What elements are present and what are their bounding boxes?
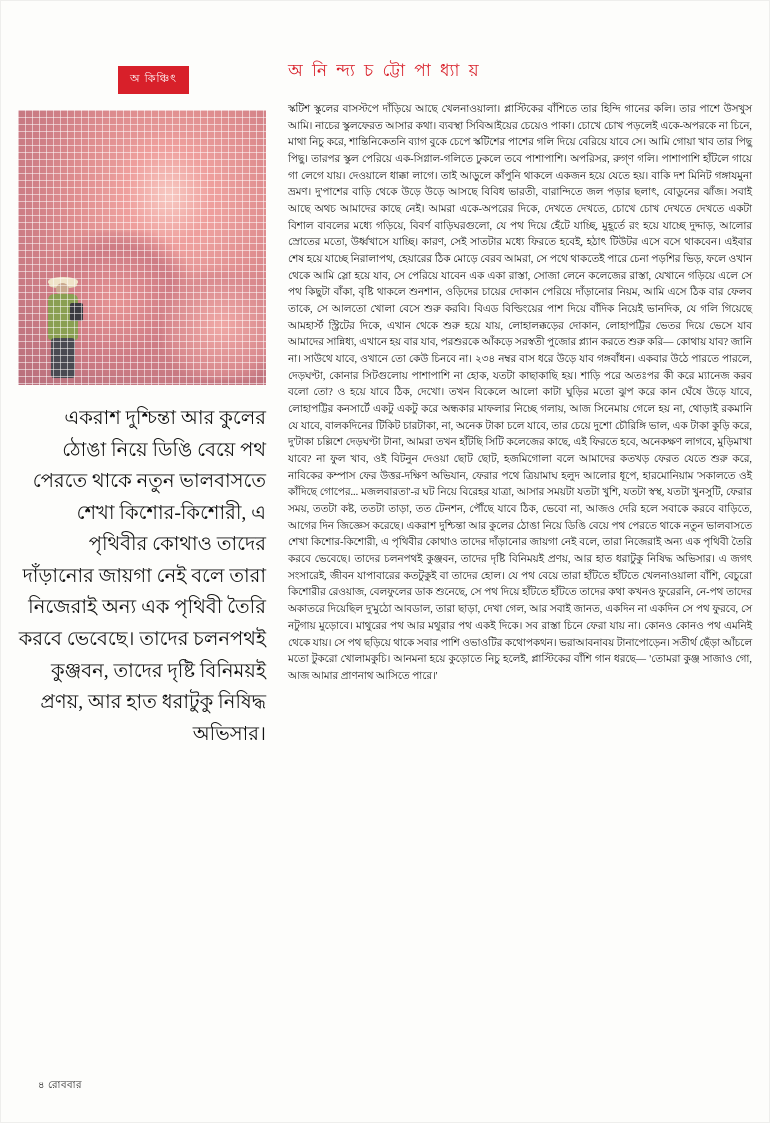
article-photo (18, 110, 266, 385)
page-footer: ৪ রোববার (38, 1080, 82, 1091)
left-column (18, 66, 266, 750)
mosaic-tile-grid-overlay (18, 110, 266, 385)
author-byline: অ নি ন্দ্য চ ট্টো পা ধ্যা য় (288, 61, 482, 80)
section-badge: অ কিঞ্চিৎ (118, 66, 189, 94)
article-body (288, 102, 752, 686)
right-column (288, 58, 752, 686)
article-paragraph: স্কটিশ স্কুলের বাসস্টপে দাঁড়িয়ে আছে খেলনাওয়ালা। প্লাস্টিকের বাঁশিতে তার হিন্দি গানের কলি। তার পাশে উসখুস আমি। নাচের স্কুলফেরত আসার কথা। ব্যবস্থা সিবিআইয়ের চেয়েও পাকা। চোখে চোখ পড়লেই একে-অপরকে না চিনে, মাথা নিচু করে, শান্তিনিকেতনি ব্যাগ বুকে চেপে স্কটিশের পাশের গলি দিয়ে বেরিয়ে যাবে সে। আমি গোয়া খাব তার পিছু পিছু। তারপর স্কুল পেরিয়ে এক-সিগ্নাল-গলিতে ঢুকলে তবে পাশাপাশি। অপরিসর, রুগ্ণ গলি। পাশাপাশি হাঁটলে গায়ে গা লেগে যায়। দেওয়ালে ধাক্কা লাগে। তাই আড়ুলে কাঁপুনি থাকলে একজন হয়ে যেতে হয়। বাকি দশ মিনিট গঙ্গাযমুনা ভ্রমণ। দু'পাশের বাড়ি থেকে উড়ে উড়ে আসছে বিবিধ ভারতী, বারান্দিতে জল পড়ার ছলাৎ, বোডুনের ঝাঁজ। সবাই আছে অথচ আমাদের কাছে নেই। আমরা একে-অপরের দিকে, দেখতে দেখতে, চোখে চোখ দেখতে দেখতে একটা বিশাল বাবলের মধ্যে গড়িয়ে, বিবর্ণ বাড়িঘরগুলো, যে পথ দিয়ে হেঁটে যাচ্ছি, মুহূর্তে রং হয়ে যাচ্ছে দুদ্দাড়, আলোর স্রোতের মতো, উর্ধ্বখাসে যাচ্ছি। কারণ, সেই সাতটার মধ্যে ফিরতে হবেই, হঠাৎ টিউটর এসে বসে থাকবেন। এইবার শেষ হয়ে যাচ্ছে নিরালাপথ, হেয়ারের ঠিক মোড়ে বেরব আমরা, সে পথে থাকতেই পারে চেনা পড়শির ভিড়, ফলে ওখান থেকে আমি স্লো হয়ে যাব, সে পেরিয়ে যাবেন এক একা রাস্তা, সোজা লেনে কলেজের রাস্তা, যেখানে গড়িয়ে এলে সে পথ কিছুটা বাঁকা, বৃষ্টি থাকলে শুনশান, ওড়িদের চায়ের দোকান পেরিয়ে দাঁড়ানোর নিয়ম, আমি এসে ঠিক বার ফেলব তাকে, সে আলতো খোলা বেসে শুরু করবি। বিএড বিল্ডিংয়ের পাশ দিয়ে বাঁদিক নিয়েই ভানদিক, যে গলি গিয়েছে আমহার্স্ট স্ট্রিটের দিকে, এখান থেকে শুরু হয়ে যায়, লোহালক্কড়ের দোকান, লোহাপট্টির ভেতর দিয়ে ভেসে যাব আমাদের সান্নিধ্য, এখানে হয় বার যাব, পরশুরকে আঁকড়ে সরস্বতী পুজোর প্ল্যান করতে শুরু করি— কোথায় যাব? জানি না। সাউথে যাবে, ওখানে তো কেউ চিনবে না। ২৩৪ নম্বর বাস ধরে উড়ে যাব গঙ্গবাঁধন। একবার উঠে পারতে পারলে, দেড়ঘণ্টা, কোনার সিটগুলোয় পাশাপাশি না হোক, যতটা কাছাকাছি হয়। শাড়ি পরে অতঃপর কী করে ম্যানেজ করব বলো তো? ও হয়ে যাবে ঠিক, দেখো। তখন বিকেলে আলো কাটা ঘুড়ির মতো ঝুপ করে কান ঘেঁষে উড়ে যাবে, লোহাপট্টির কনসার্টে একটু একটু করে অন্ধকার মাফলার নিচ্ছে গলায়, আজ সিনেমায় গেলে হয় না, থোড়াই রকমানি যে যাবে, বালকদিনের টিকিট চারটাকা, না, অনেক টাকা চলে যাবে, তার চেয়ে দুশো চৌরিঙ্গি ভাল, এক টাকা কুড়ি করে, দু'টাকা চল্লিশে দেড়ঘণ্টা টানা, আমরা তখন হাঁটছি সিটি কলেজের কাছে, এই ফিরতে হবে, অনেকক্ষণ লাগবে, মুড়িমাখা যাবে? না ফুল খাব, ওই বিটনুন দেওয়া ছোট ছোট, হজমিগোলা বলে আমাদের কতখড় ফেরত যেতে শুরু করে, নাবিকের কম্পাস ফের উত্তর-দক্ষিণ অভিযান, ফেরার পথে ত্রিয়ামাঘ হলুদ আলোর ধূপে, হারমোনিয়াম 'সকালতে ওই কাঁদিছে গোপের... মজলবারতা'-র ঘট নিয়ে বিরেহর যাত্রা, আসার সময়টা যতটা খুশি, যতটা স্বস্থ, যতটা খুনসুটি, ফেরার সময়, ততটা কষ্ট, ততটা তাড়া, তত টেনশন, পৌঁছে যাবে ঠিক, ভেবো না, আজও দেরি হলে সবাকে করবে বাড়িতে, আগের দিন জিজ্ঞেস করেছে। একরাশ দুশ্চিন্তা আর কুলের ঠোঙা নিয়ে ডিঙি বেয়ে পথ পেরতে থাকে নতুন ভালবাসতে শেখা কিশোর-কিশোরী, এ পৃথিবীর কোথাও তাদের দাঁড়ানোর জায়গা নেই বলে, তারা নিজেরাই অন্য এক পৃথিবী তৈরি করবে ভেবেছে। তাদের চলনপথই কুঞ্জবন, তাদের দৃষ্টি বিনিময়ই প্রণয়, আর হাত ধরাটুকু নিষিদ্ধ অভিসার। এ জগৎ সংসারেই, জীবন যাপাবারের কতটুকুই বা তাদের হোল। যে পথ বেয়ে তারা হাঁটতে হাঁটতে খেলনাওয়ালা বাঁশি, বেচুরো কিশোরীর রেওয়াজ, বেলফুলের ডাক শুনেছে, সে পথ দিয়ে হাঁটতে হাঁটতে তাদের কথা কখনও ফুরেরনি, নে-পথ তাদের অকাতরে দিয়েছিল দু'মুঠো আবডাল, তারা ছাড়া, দেখা গেল, আর সবাই জানত, একদিন না একদিন সে পথ ফুরবে, সে নটুগায় মুড়োবে। মাথুরের পথ আর মথুরার পথ একই দিকে। সব রাস্তা চিনে ফেরা যায় না। কোনও কোনও পথ এমনিই থেকে যায়। সে পথ ছড়িয়ে থাকে সবার পাশি ওভাওটির কথোপকথন। ভরাআবনাবয় টানাপোড়েন। সতীর্থ ছেঁড়া আঁচলে মতো টুকরো খোলামকুচি। আনমনা হয়ে কুড়োতে নিচু হলেই, প্লাস্টিকের বাঁশি গান ধরছে— 'তোমরা কুঞ্জ সাজাও গো, আজ আমার প্রাণনাথ আসিতে পারে।' (288, 104, 752, 682)
pull-quote: একরাশ দুশ্চিন্তা আর কুলের ঠোঙা নিয়ে ডিঙি বেয়ে পথ পেরতে থাকে নতুন ভালবাসতে শেখা কিশোর-কিশোরী, এ পৃথিবীর কোথাও তাদের দাঁড়ানোর জায়গা নেই বলে তারা নিজেরাই অন্য এক পৃথিবী তৈরি করবে ভেবেছে। তাদের চলনপথই কুঞ্জবন, তাদের দৃষ্টি বিনিময়ই প্রণয়, আর হাত ধরাটুকু নিষিদ্ধ অভিসার। (18, 408, 266, 745)
